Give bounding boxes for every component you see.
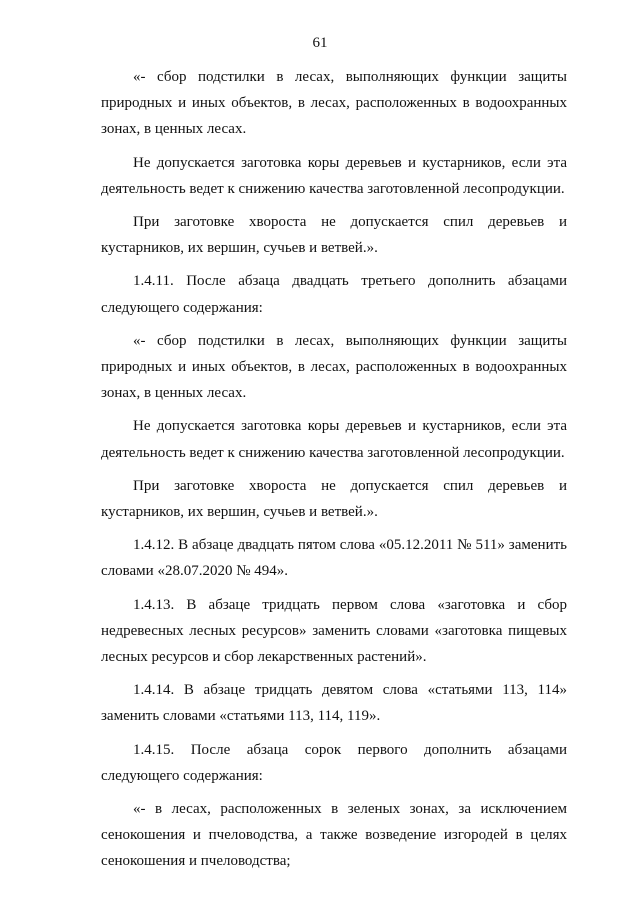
paragraph: Не допускается заготовка коры деревьев и кустарников, если эта деятельность ведет к снижению качества заготовленной лесопродукции. (101, 154, 567, 197)
page-number: 61 (312, 35, 328, 51)
paragraph: 1.4.11. После абзаца двадцать третьего дополнить абзацами следующего содержания: (101, 273, 567, 316)
paragraph: Не допускается заготовка коры деревьев и кустарников, если эта деятельность ведет к снижению качества заготовленной лесопродукции. (101, 418, 567, 461)
document-body (101, 64, 567, 882)
paragraph: При заготовке хвороста не допускается спил деревьев и кустарников, их вершин, сучьев и ветвей.». (101, 477, 567, 521)
paragraph: 1.4.13. В абзаце тридцать первом слова «заготовка и сбор недревесных лесных ресурсов» заменить словами «заготовка пищевых лесных ресурсов и сбор лекарственных растений». (101, 596, 567, 666)
paragraph: 1.4.14. В абзаце тридцать девятом слова «статьями 113, 114» заменить словами «статьями 113, 114, 119». (101, 682, 567, 725)
paragraph: При заготовке хвороста не допускается спил деревьев и кустарников, их вершин, сучьев и ветвей.». (101, 214, 567, 257)
paragraph: 1.4.15. После абзаца сорок первого дополнить абзацами следующего содержания: (101, 741, 567, 784)
paragraph: «- в лесах, расположенных в зеленых зонах, за исключением сенокошения и пчеловодства, а также возведение изгородей в целях сенокошения и пчеловодства; (101, 801, 567, 870)
paragraph: «- сбор подстилки в лесах, выполняющих функции защиты природных и иных объектов, в лесах, расположенных в водоохранных зонах, в ценных лесах. (101, 332, 567, 402)
paragraph: 1.4.12. В абзаце двадцать пятом слова «05.12.2011 № 511» заменить словами «28.07.2020 № 494». (101, 537, 567, 580)
paragraph: «- сбор подстилки в лесах, выполняющих функции защиты природных и иных объектов, в лесах, расположенных в водоохранных зонах, в ценных лесах. (101, 69, 567, 138)
